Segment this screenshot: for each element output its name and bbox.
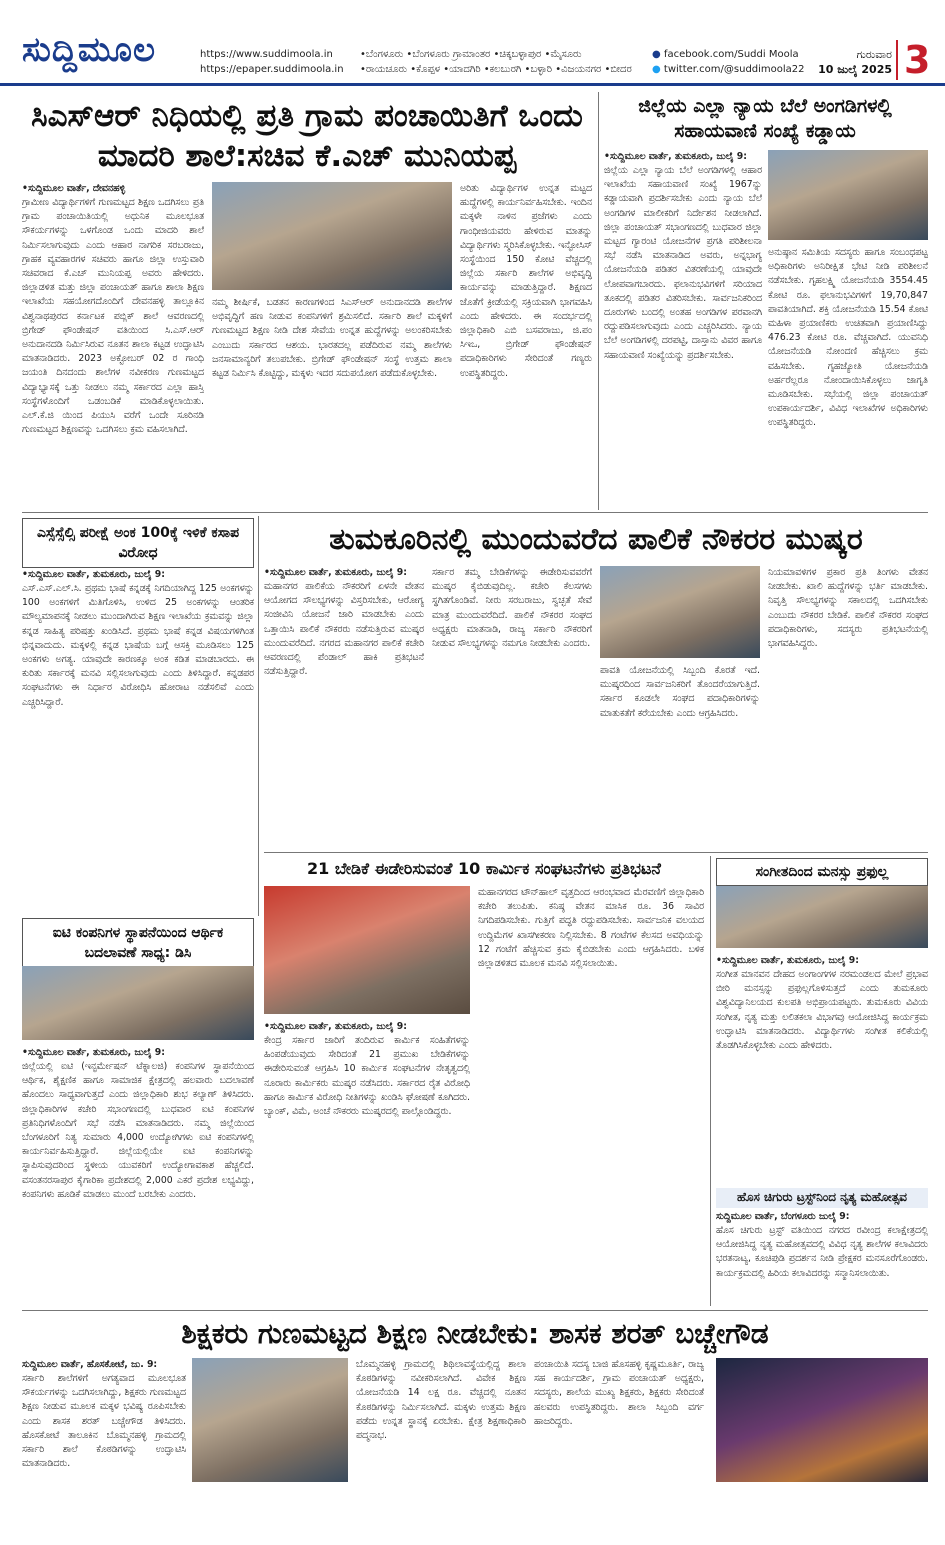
article-9-col2: ಬೊಮ್ಮನಹಳ್ಳಿ ಗ್ರಾಮದಲ್ಲಿ ಶಿಥಿಲಾವಸ್ಥೆಯಲ್ಲಿದ್ದ ಶಾಲಾ ಕೊಠಡಿಗಳನ್ನು ನವೀಕರಿಸಲಾಗಿದೆ. ವಿವೇಕ ಶಿಕ್ಷಣ ಯೋಜನೆಯಡಿ 14 ಲಕ್ಷ ರೂ. ವೆಚ್ಚದಲ್ಲಿ ನೂತನ ಕೊಠಡಿಗಳನ್ನು ನಿರ್ಮಿಸಲಾಗಿದೆ. ಮಕ್ಕಳು ಉತ್ತಮ ಶಿಕ್ಷಣ ಪಡೆದು ಉನ್ನತ ಸ್ಥಾನಕ್ಕೆ ಏರಬೇಕು. ಕ್ಷೇತ್ರ ಶಿಕ್ಷಣಾಧಿಕಾರಿ ಪದ್ಮನಾಭ. xyxy=(356,1359,526,1442)
twitter-icon: ● xyxy=(652,64,661,75)
article-4-dateline: •ಸುದ್ದಿಮೂಲ ವಾರ್ತೆ, ತುಮಕೂರು, ಜುಲೈ 9: xyxy=(264,567,407,578)
article-5-headline: 21 ಬೇಡಿಕೆ ಈಡೇರಿಸುವಂತೆ 10 ಕಾರ್ಮಿಕ ಸಂಘಟನೆಗಳು ಪ್ರತಿಭಟನೆ xyxy=(307,859,661,878)
article-5-photo xyxy=(264,886,470,1014)
day-label: ಗುರುವಾರ xyxy=(856,48,892,61)
article-9-headline: ಶಿಕ್ಷಕರು ಗುಣಮಟ್ಟದ ಶಿಕ್ಷಣ ನೀಡಬೇಕು: ಶಾಸಕ ಶರತ್ ಬಚ್ಚೇಗೌಡ xyxy=(181,1317,769,1350)
article-3-headline: ಎಸ್ಸೆಸ್ಸೆಲ್ಸಿ ಪರೀಕ್ಷೆ ಅಂಕ 100ಕ್ಕೆ ಇಳಿಕೆ ಕಸಾಪ ವಿರೋಧ xyxy=(22,518,254,568)
twitter-text: twitter.com/@suddimoola22 xyxy=(663,64,805,75)
article-1-photo xyxy=(212,182,452,290)
article-7-headline: ಹೊಸ ಚಿಗುರು ಟ್ರಸ್ಟ್‌ನಿಂದ ನೃತ್ಯ ಮಹೋತ್ಸವ xyxy=(716,1188,928,1208)
article-8-photo xyxy=(22,966,254,1040)
article-1-col3: ಅರಿತು ವಿದ್ಯಾರ್ಥಿಗಳ ಉನ್ನತ ಮಟ್ಟದ ಹುದ್ದೆಗಳಲ್ಲಿ ಕಾರ್ಯನಿರ್ವಹಿಸಬೇಕು. ಇಂದಿನ ಮಕ್ಕಳೇ ನಾಳಿನ ಪ್ರಜೆಗಳು ಎಂದು ಗಾಂಧೀಜಿಯವರು ಹೇಳಿರುವ ಮಾತನ್ನು ವಿದ್ಯಾರ್ಥಿಗಳು ಸ್ಮರಿಸಿಕೊಳ್ಳಬೇಕು. ಇನ್ಫೋಸಿಸ್ ಸಂಸ್ಥೆಯಿಂದ 150 ಕೋಟಿ ವೆಚ್ಚದಲ್ಲಿ ಜಿಲ್ಲೆಯ ಸರ್ಕಾರಿ ಶಾಲೆಗಳ ಅಭಿವೃದ್ಧಿ ಕಾರ್ಯವನ್ನು ಮಾಡುತ್ತಿದ್ದಾರೆ. ಶಿಕ್ಷಣದ ಜೊತೆಗೆ ಕ್ರೀಡೆಯಲ್ಲಿ ಸಕ್ರಿಯವಾಗಿ ಭಾಗವಹಿಸಿ ಎಂದು ಹೇಳಿದರು. ಈ ಸಂದರ್ಭದಲ್ಲಿ ಜಿಲ್ಲಾಧಿಕಾರಿ ಎಬಿ ಬಸವರಾಜು, ಜಿ.ಪಂ ಸಿಇಒ, ಬ್ರಿಗೇಡ್ ಫೌಂಡೇಷನ್ ಪದಾಧಿಕಾರಿಗಳು ಸೇರಿದಂತೆ ಗಣ್ಯರು ಉಪಸ್ಥಿತರಿದ್ದರು. xyxy=(460,183,592,379)
facebook-link[interactable] xyxy=(652,47,805,62)
article-1-dateline: •ಸುದ್ದಿಮೂಲ ವಾರ್ತೆ, ದೇವನಹಳ್ಳಿ xyxy=(22,183,126,194)
article-4-col2: ಸರ್ಕಾರ ತಮ್ಮ ಬೇಡಿಕೆಗಳನ್ನು ಈಡೇರಿಸುವವರೆಗೆ ಮುಷ್ಕರ ಕೈಬಿಡುವುದಿಲ್ಲ. ಕಚೇರಿ ಕೆಲಸಗಳು ಸ್ಥಗಿತಗೊಂಡಿವೆ. ನೀರು ಸರಬರಾಜು, ಸ್ವಚ್ಛತೆ ಸೇವೆ ಮಾತ್ರ ಮುಂದುವರೆದಿದೆ. ಪಾಲಿಕೆ ನೌಕರರ ಸಂಘದ ಅಧ್ಯಕ್ಷರು ಮಾತನಾಡಿ, ರಾಜ್ಯ ಸರ್ಕಾರಿ ನೌಕರರಿಗೆ ನೀಡುವ ಸೌಲಭ್ಯಗಳನ್ನು ನಮಗೂ ನೀಡಬೇಕು ಎಂದರು. xyxy=(432,567,592,650)
article-2-col1: ಜಿಲ್ಲೆಯ ಎಲ್ಲಾ ನ್ಯಾಯ ಬೆಲೆ ಅಂಗಡಿಗಳಲ್ಲಿ ಆಹಾರ ಇಲಾಖೆಯ ಸಹಾಯವಾಣಿ ಸಂಖ್ಯೆ 1967ನ್ನು ಕಡ್ಡಾಯವಾಗಿ ಪ್ರದರ್ಶಿಸಬೇಕು ಎಂದು ನ್ಯಾಯ ಬೆಲೆ ಅಂಗಡಿಗಳ ಮಾಲೀಕರಿಗೆ ನಿರ್ದೇಶನ ನೀಡಲಾಗಿದೆ. ಜಿಲ್ಲಾ ಪಂಚಾಯತ್ ಸಭಾಂಗಣದಲ್ಲಿ ಬುಧವಾರ ಜಿಲ್ಲಾ ಮಟ್ಟದ ಗ್ಯಾರಂಟಿ ಯೋಜನೆಗಳ ಪ್ರಗತಿ ಪರಿಶೀಲನಾ ಸಭೆ ನಡೆಸಿ ಮಾತನಾಡಿದ ಅವರು, ಅನ್ನಭಾಗ್ಯ ಯೋಜನೆಯಡಿ ಪಡಿತರ ವಿತರಣೆಯಲ್ಲಿ ಯಾವುದೇ ಲೋಪವಾಗಬಾರದು. ಫಲಾನುಭವಿಗಳಿಗೆ ಸರಿಯಾದ ತೂಕದಲ್ಲಿ ಪಡಿತರ ವಿತರಿಸಬೇಕು. ಸಾರ್ವಜನಿಕರಿಂದ ದೂರುಗಳು ಬಂದಲ್ಲಿ ಅಂತಹ ಅಂಗಡಿಗಳ ಪರವಾನಗಿ ರದ್ದುಪಡಿಸಲಾಗುವುದು ಎಂದು ಎಚ್ಚರಿಸಿದರು. ನ್ಯಾಯ ಬೆಲೆ ಅಂಗಡಿಗಳಲ್ಲಿ ದರಪಟ್ಟಿ, ದಾಸ್ತಾನು ವಿವರ ಹಾಗೂ ಸಹಾಯವಾಣಿ ಸಂಖ್ಯೆಯನ್ನು ಪ್ರದರ್ಶಿಸಬೇಕು. xyxy=(604,165,762,361)
article-8-text: ಜಿಲ್ಲೆಯಲ್ಲಿ ಐಟಿ (ಇನ್ಫರ್ಮೇಷನ್ ಟೆಕ್ನಾಲಜಿ) ಕಂಪನಿಗಳ ಸ್ಥಾಪನೆಯಿಂದ ಆರ್ಥಿಕ, ಶೈಕ್ಷಣಿಕ ಹಾಗೂ ಸಾಮಾಜಿಕ ಕ್ಷೇತ್ರದಲ್ಲಿ ಹಲವಾರು ಬದಲಾವಣೆ ಹೊಂದಲು ಸಾಧ್ಯವಾಗುತ್ತದೆ ಎಂದು ಜಿಲ್ಲಾಧಿಕಾರಿ ಶುಭ ಕಲ್ಯಾಣ್ ತಿಳಿಸಿದರು. ಜಿಲ್ಲಾಧಿಕಾರಿಗಳ ಕಚೇರಿ ಸಭಾಂಗಣದಲ್ಲಿ ಬುಧವಾರ ಐಟಿ ಕಂಪನಿಗಳ ಪ್ರತಿನಿಧಿಗಳೊಂದಿಗೆ ಸಭೆ ನಡೆಸಿ ಮಾತನಾಡಿದರು. ನಮ್ಮ ಜಿಲ್ಲೆಯಿಂದ ಬೆಂಗಳೂರಿಗೆ ನಿತ್ಯ ಸುಮಾರು 4,000 ಉದ್ಯೋಗಿಗಳು ಐಟಿ ಕಂಪನಿಗಳಲ್ಲಿ ಕಾರ್ಯನಿರ್ವಹಿಸುತ್ತಿದ್ದಾರೆ. ಜಿಲ್ಲೆಯಲ್ಲಿಯೇ ಐಟಿ ಕಂಪನಿಗಳನ್ನು ಸ್ಥಾಪಿಸುವುದರಿಂದ ಸ್ಥಳೀಯ ಯುವಕರಿಗೆ ಉದ್ಯೋಗಾವಕಾಶ ಹೆಚ್ಚಲಿದೆ. ವಸಂತನರಸಾಪುರ ಕೈಗಾರಿಕಾ ಪ್ರದೇಶದಲ್ಲಿ 2,000 ಎಕರೆ ಪ್ರದೇಶ ಲಭ್ಯವಿದ್ದು, ಕಂಪನಿಗಳು ಹೂಡಿಕೆ ಮಾಡಲು ಮುಂದೆ ಬರಬೇಕು ಎಂದರು. xyxy=(22,1061,254,1200)
facebook-text: facebook.com/Suddi Moola xyxy=(663,49,799,60)
article-1-headline: ಸಿಎಸ್‌ಆರ್ ನಿಧಿಯಲ್ಲಿ ಪ್ರತಿ ಗ್ರಾಮ ಪಂಚಾಯಿತಿಗೆ ಒಂದು ಮಾದರಿ ಶಾಲೆ:ಸಚಿವ ಕೆ.ಎಚ್ ಮುನಿಯಪ್ಪ xyxy=(31,98,583,174)
facebook-icon: ● xyxy=(652,49,661,60)
cities-line-1: •ಬೆಂಗಳೂರು •ಬೆಂಗಳೂರು ಗ್ರಾಮಾಂತರ •ಚಿಕ್ಕಬಳ್ಳಾಪುರ •ಮೈಸೂರು xyxy=(360,49,582,60)
article-5-col2: ಮಹಾನಗರದ ಟೌನ್‌ಹಾಲ್ ವೃತ್ತದಿಂದ ಆರಂಭವಾದ ಮೆರವಣಿಗೆ ಜಿಲ್ಲಾಧಿಕಾರಿ ಕಚೇರಿ ತಲುಪಿತು. ಕನಿಷ್ಠ ವೇತನ ಮಾಸಿಕ ರೂ. 36 ಸಾವಿರ ನಿಗದಿಪಡಿಸಬೇಕು. ಗುತ್ತಿಗೆ ಪದ್ಧತಿ ರದ್ದುಪಡಿಸಬೇಕು. ಸಾರ್ವಜನಿಕ ವಲಯದ ಉದ್ದಿಮೆಗಳ ಖಾಸಗೀಕರಣ ನಿಲ್ಲಿಸಬೇಕು. 8 ಗಂಟೆಗಳ ಕೆಲಸದ ಅವಧಿಯನ್ನು 12 ಗಂಟೆಗೆ ಹೆಚ್ಚಿಸುವ ಕ್ರಮ ಕೈಬಿಡಬೇಕು ಎಂದು ಆಗ್ರಹಿಸಿದರು. ಬಳಿಕ ಜಿಲ್ಲಾಡಳಿತದ ಮೂಲಕ ಮನವಿ ಸಲ್ಲಿಸಲಾಯಿತು. xyxy=(478,887,704,970)
article-4-col3: ಪಾವತಿ ಯೋಜನೆಯಲ್ಲಿ ಸಿಬ್ಬಂದಿ ಕೊರತೆ ಇದೆ. ಮುಷ್ಕರದಿಂದ ಸಾರ್ವಜನಿಕರಿಗೆ ತೊಂದರೆಯಾಗುತ್ತಿದೆ. ಸರ್ಕಾರ ಕೂಡಲೇ ಸಂಘದ ಪದಾಧಿಕಾರಿಗಳನ್ನು ಮಾತುಕತೆಗೆ ಕರೆಯಬೇಕು ಎಂದು ಆಗ್ರಹಿಸಿದರು. xyxy=(600,665,760,719)
article-5-col1: ಕೇಂದ್ರ ಸರ್ಕಾರ ಜಾರಿಗೆ ತಂದಿರುವ ಕಾರ್ಮಿಕ ಸಂಹಿತೆಗಳನ್ನು ಹಿಂಪಡೆಯುವುದು ಸೇರಿದಂತೆ 21 ಪ್ರಮುಖ ಬೇಡಿಕೆಗಳನ್ನು ಈಡೇರಿಸುವಂತೆ ಆಗ್ರಹಿಸಿ 10 ಕಾರ್ಮಿಕ ಸಂಘಟನೆಗಳ ನೇತೃತ್ವದಲ್ಲಿ ನೂರಾರು ಕಾರ್ಮಿಕರು ಮುಷ್ಕರ ನಡೆಸಿದರು. ಸರ್ಕಾರದ ರೈತ ವಿರೋಧಿ ಹಾಗೂ ಕಾರ್ಮಿಕ ವಿರೋಧಿ ನೀತಿಗಳನ್ನು ಖಂಡಿಸಿ ಘೋಷಣೆ ಕೂಗಿದರು. ಬ್ಯಾಂಕ್, ವಿಮೆ, ಅಂಚೆ ನೌಕರರು ಮುಷ್ಕರದಲ್ಲಿ ಪಾಲ್ಗೊಂಡಿದ್ದರು. xyxy=(264,1035,470,1118)
issue-date xyxy=(812,47,892,77)
website-links xyxy=(200,47,344,77)
article-3-text: ಎಸ್.ಎಸ್.ಎಲ್.ಸಿ. ಪ್ರಥಮ ಭಾಷೆ ಕನ್ನಡಕ್ಕೆ ನಿಗದಿಯಾಗಿದ್ದ 125 ಅಂಕಗಳನ್ನು 100 ಅಂಕಗಳಿಗೆ ಮಿತಿಗೊಳಿಸಿ, ಉಳಿದ 25 ಅಂಕಗಳನ್ನು ಆಂತರಿಕ ಮೌಲ್ಯಮಾಪನಕ್ಕೆ ನೀಡಲು ಮುಂದಾಗಿರುವ ಶಿಕ್ಷಣ ಇಲಾಖೆಯ ಕ್ರಮವನ್ನು ಜಿಲ್ಲಾ ಕನ್ನಡ ಸಾಹಿತ್ಯ ಪರಿಷತ್ತು ಖಂಡಿಸಿದೆ. ಪ್ರಥಮ ಭಾಷೆ ಕನ್ನಡ ವಿಷಯಗಳಿಗಿಂತ ಭಿನ್ನವಾದುದು. ಮಕ್ಕಳಲ್ಲಿ ಕನ್ನಡ ಭಾಷೆಯ ಬಗ್ಗೆ ಆಸಕ್ತಿ ಮೂಡಿಸಲು 125 ಅಂಕಗಳು ಅಗತ್ಯ. ಯಾವುದೇ ಕಾರಣಕ್ಕೂ ಅಂಕ ಕಡಿತ ಮಾಡಬಾರದು. ಈ ಕುರಿತು ಸರ್ಕಾರಕ್ಕೆ ಮನವಿ ಸಲ್ಲಿಸಲಾಗುವುದು ಎಂದು ತಿಳಿಸಿದ್ದಾರೆ. ಕನ್ನಡಪರ ಸಂಘಟನೆಗಳು ಈ ನಿರ್ಧಾರ ವಿರೋಧಿಸಿ ಹೋರಾಟ ನಡೆಸಲಿವೆ ಎಂದು ಎಚ್ಚರಿಸಿದ್ದಾರೆ. xyxy=(22,583,254,708)
twitter-link[interactable] xyxy=(652,62,805,77)
article-2-photo xyxy=(768,150,928,240)
newspaper-logo: ಸುದ್ದಿಮೂಲ xyxy=(22,30,156,70)
article-8-dateline: •ಸುದ್ದಿಮೂಲ ವಾರ್ತೆ, ತುಮಕೂರು, ಜುಲೈ 9: xyxy=(22,1047,165,1058)
article-4-headline: ತುಮಕೂರಿನಲ್ಲಿ ಮುಂದುವರೆದ ಪಾಲಿಕೆ ನೌಕರರ ಮುಷ್ಕರ xyxy=(329,522,863,557)
website-link[interactable]: https://www.suddimoola.in xyxy=(200,49,333,60)
article-7-dateline: ಸುದ್ದಿಮೂಲ ವಾರ್ತೆ, ಬೆಂಗಳೂರು ಜುಲೈ 9: xyxy=(716,1211,850,1222)
date-label: 10 ಜುಲೈ 2025 xyxy=(818,63,892,76)
social-links xyxy=(652,47,805,77)
article-7-text: ಹೊಸ ಚಿಗುರು ಟ್ರಸ್ಟ್ ವತಿಯಿಂದ ನಗರದ ರವೀಂದ್ರ ಕಲಾಕ್ಷೇತ್ರದಲ್ಲಿ ಆಯೋಜಿಸಿದ್ದ ನೃತ್ಯ ಮಹೋತ್ಸವದಲ್ಲಿ ವಿವಿಧ ನೃತ್ಯ ಶಾಲೆಗಳ ಕಲಾವಿದರು ಭರತನಾಟ್ಯ, ಕೂಚಿಪುಡಿ ಪ್ರದರ್ಶನ ನೀಡಿ ಪ್ರೇಕ್ಷಕರ ಮನಸೂರೆಗೊಂಡರು. ಕಾರ್ಯಕ್ರಮದಲ್ಲಿ ಹಿರಿಯ ಕಲಾವಿದರನ್ನು ಸನ್ಮಾನಿಸಲಾಯಿತು. xyxy=(716,1225,928,1279)
article-4-col4: ನಿಯಮಾವಳಿಗಳ ಪ್ರಕಾರ ಪ್ರತಿ ತಿಂಗಳು ವೇತನ ನೀಡಬೇಕು. ಖಾಲಿ ಹುದ್ದೆಗಳನ್ನು ಭರ್ತಿ ಮಾಡಬೇಕು. ನಿವೃತ್ತಿ ಸೌಲಭ್ಯಗಳನ್ನು ಸಕಾಲದಲ್ಲಿ ಒದಗಿಸಬೇಕು ಎಂಬುದು ನೌಕರರ ಬೇಡಿಕೆ. ಪಾಲಿಕೆ ನೌಕರರ ಸಂಘದ ಪದಾಧಿಕಾರಿಗಳು, ಸದಸ್ಯರು ಪ್ರತಿಭಟನೆಯಲ್ಲಿ ಭಾಗವಹಿಸಿದ್ದರು. xyxy=(768,567,928,650)
article-6-text: ಸಂಗೀತ ಮಾನವನ ದೇಹದ ಅಂಗಾಂಗಗಳ ನರಮಂಡಲದ ಮೇಲೆ ಪ್ರಭಾವ ಬೀರಿ ಮನಸ್ಸನ್ನು ಪ್ರಫುಲ್ಲಗೊಳಿಸುತ್ತದೆ ಎಂದು ತುಮಕೂರು ವಿಶ್ವವಿದ್ಯಾನಿಲಯದ ಕುಲಪತಿ ಅಭಿಪ್ರಾಯಪಟ್ಟರು. ತುಮಕೂರು ವಿವಿಯ ಸಂಗೀತ, ನೃತ್ಯ ಮತ್ತು ಲಲಿತಕಲಾ ವಿಭಾಗವು ಆಯೋಜಿಸಿದ್ದ ಕಾರ್ಯಕ್ರಮ ಉದ್ಘಾಟಿಸಿ ಮಾತನಾಡಿದರು. ವಿದ್ಯಾರ್ಥಿಗಳು ಸಂಗೀತ ಕಲಿಕೆಯಲ್ಲಿ ತೊಡಗಿಸಿಕೊಳ್ಳಬೇಕು ಎಂದು ಹೇಳಿದರು. xyxy=(716,969,928,1052)
article-6-headline: ಸಂಗೀತದಿಂದ ಮನಸ್ಸು ಪ್ರಫುಲ್ಲ xyxy=(716,858,928,886)
article-4-photo xyxy=(600,566,760,658)
epaper-link[interactable]: https://epaper.suddimoola.in xyxy=(200,64,344,75)
article-9-photo xyxy=(192,1358,348,1482)
article-9-col3: ಪಂಚಾಯಿತಿ ಸದಸ್ಯ ಬಾಜಿ ಹೊಸಹಳ್ಳಿ ಕೃಷ್ಣಮೂರ್ತಿ, ರಾಜ್ಯ ಸಹ ಕಾರ್ಯದರ್ಶಿ, ಗ್ರಾಮ ಪಂಚಾಯತ್ ಅಧ್ಯಕ್ಷರು, ಸದಸ್ಯರು, ಶಾಲೆಯ ಮುಖ್ಯ ಶಿಕ್ಷಕರು, ಶಿಕ್ಷಕರು ಸೇರಿದಂತೆ ಹಲವರು ಉಪಸ್ಥಿತರಿದ್ದರು. ಶಾಲಾ ಸಿಬ್ಬಂದಿ ವರ್ಗ ಹಾಜರಿದ್ದರು. xyxy=(534,1359,704,1427)
article-9-col1: ಸರ್ಕಾರಿ ಶಾಲೆಗಳಿಗೆ ಅಗತ್ಯವಾದ ಮೂಲಭೂತ ಸೌಕರ್ಯಗಳನ್ನು ಒದಗಿಸಲಾಗಿದ್ದು, ಶಿಕ್ಷಕರು ಗುಣಮಟ್ಟದ ಶಿಕ್ಷಣ ನೀಡುವ ಮೂಲಕ ಮಕ್ಕಳ ಭವಿಷ್ಯ ರೂಪಿಸಬೇಕು ಎಂದು ಶಾಸಕ ಶರತ್ ಬಚ್ಚೇಗೌಡ ತಿಳಿಸಿದರು. ಹೊಸಕೋಟೆ ತಾಲೂಕಿನ ಬೊಮ್ಮನಹಳ್ಳಿ ಗ್ರಾಮದಲ್ಲಿ ಸರ್ಕಾರಿ ಶಾಲೆ ಕೊಠಡಿಗಳನ್ನು ಉದ್ಘಾಟಿಸಿ ಮಾತನಾಡಿದರು. xyxy=(22,1373,186,1470)
page-number: 3 xyxy=(896,40,930,80)
masthead xyxy=(0,0,945,86)
article-2-dateline: •ಸುದ್ದಿಮೂಲ ವಾರ್ತೆ, ತುಮಕೂರು, ಜುಲೈ 9: xyxy=(604,151,747,162)
article-6-dateline: •ಸುದ್ದಿಮೂಲ ವಾರ್ತೆ, ತುಮಕೂರು, ಜುಲೈ 9: xyxy=(716,955,859,966)
cities-line-2: •ರಾಯಚೂರು •ಕೊಪ್ಪಳ •ಯಾದಗಿರಿ •ಕಲಬುರಗಿ •ಬಳ್ಳಾರಿ •ವಿಜಯನಗರ •ಬೀದರ xyxy=(360,64,632,75)
article-4-col1: ಮಹಾನಗರ ಪಾಲಿಕೆಯ ನೌಕರರಿಗೆ ಏಳನೇ ವೇತನ ಆಯೋಗದ ಸೌಲಭ್ಯಗಳನ್ನು ವಿಸ್ತರಿಸಬೇಕು, ಆರೋಗ್ಯ ಸಂಜೀವಿನಿ ಯೋಜನೆ ಜಾರಿ ಮಾಡಬೇಕು ಎಂದು ಒತ್ತಾಯಿಸಿ ಪಾಲಿಕೆ ನೌಕರರು ನಡೆಸುತ್ತಿರುವ ಮುಷ್ಕರ ಮುಂದುವರೆದಿದೆ. ನಗರದ ಮಹಾನಗರ ಪಾಲಿಕೆ ಕಚೇರಿ ಆವರಣದಲ್ಲಿ ಪೆಂಡಾಲ್ ಹಾಕಿ ಪ್ರತಿಭಟನೆ ನಡೆಸುತ್ತಿದ್ದಾರೆ. xyxy=(264,581,424,678)
article-8-headline: ಐಟಿ ಕಂಪನಿಗಳ ಸ್ಥಾಪನೆಯಿಂದ ಆರ್ಥಿಕ ಬದಲಾವಣೆ ಸಾಧ್ಯ: ಡಿಸಿ xyxy=(22,918,254,968)
article-1-col1: ಗ್ರಾಮೀಣ ವಿದ್ಯಾರ್ಥಿಗಳಿಗೆ ಗುಣಮಟ್ಟದ ಶಿಕ್ಷಣ ಒದಗಿಸಲು ಪ್ರತಿ ಗ್ರಾಮ ಪಂಚಾಯಿತಿಯಲ್ಲಿ ಅಧುನಿಕ ಮೂಲಭೂತ ಸೌಕರ್ಯಗಳನ್ನು ಒಳಗೊಂಡ ಒಂದು ಮಾದರಿ ಶಾಲೆ ನಿರ್ಮಿಸಲಾಗುವುದು ಎಂದು ಆಹಾರ ನಾಗರಿಕ ಸರಬರಾಜು, ಗ್ರಾಹಕ ವ್ಯವಹಾರಗಳ ಸಚಿವರು ಹಾಗೂ ಜಿಲ್ಲಾ ಉಸ್ತುವಾರಿ ಸಚಿವರಾದ ಕೆ.ಎಚ್ ಮುನಿಯಪ್ಪ ಅವರು ಹೇಳಿದರು. ಜಿಲ್ಲಾಡಳಿತ ಮತ್ತು ಜಿಲ್ಲಾ ಪಂಚಾಯತ್ ಹಾಗೂ ಶಾಲಾ ಶಿಕ್ಷಣ ಇಲಾಖೆಯ ಸಹಯೋಗದೊಂದಿಗೆ ದೇವನಹಳ್ಳಿ ತಾಲ್ಲೂಕಿನ ವಿಶ್ವನಾಥಪುರದ ಕರ್ನಾಟಕ ಪಬ್ಲಿಕ್ ಶಾಲೆ ಆವರಣದಲ್ಲಿ ಬ್ರಿಗೇಡ್ ಫೌಂಡೇಷನ್ ವತಿಯಿಂದ ಸಿ.ಎಸ್.ಆರ್ ಅನುದಾನದಡಿ ನಿರ್ಮಿಸಿರುವ ನೂತನ ಶಾಲಾ ಕಟ್ಟಡ ಉದ್ಘಾಟಿಸಿ ಮಾತನಾಡಿದರು. 2023 ಅಕ್ಟೋಬರ್ 02 ರ ಗಾಂಧಿ ಜಯಂತಿ ದಿನದಂದು ಶಾಲೆಗಳ ನವೀಕರಣ ಗುಣಮಟ್ಟದ ವಿದ್ಯಾಭ್ಯಾಸಕ್ಕೆ ಒತ್ತು ನೀಡಲು ನಮ್ಮ ಸರ್ಕಾರದ ಎಲ್ಲಾ ಹಾಸ್ತಿ ಸಂಸ್ಥೆಗಳೊಂದಿಗೆ ಒಡಂಬಡಿಕೆ ಮಾಡಿಕೊಳ್ಳಲಾಯಿತು. ಎಲ್.ಕೆ.ಜಿ ಯಿಂದ ಪಿಯುಸಿ ವರೆಗೆ ಒಂದೇ ಸೂರಿನಡಿ ಗುಣಮಟ್ಟದ ಶಿಕ್ಷಣವನ್ನು ಒದಗಿಸಲು ಕ್ರಮ ವಹಿಸಲಾಗಿದೆ. xyxy=(22,197,204,436)
article-3-dateline: •ಸುದ್ದಿಮೂಲ ವಾರ್ತೆ, ತುಮಕೂರು, ಜುಲೈ 9: xyxy=(22,569,165,580)
article-9-dateline: ಸುದ್ದಿಮೂಲ ವಾರ್ತೆ, ಹೊಸಕೋಟೆ, ಜು. 9: xyxy=(22,1359,158,1370)
article-2-col2: ಅನುಷ್ಠಾನ ಸಮಿತಿಯ ಸದಸ್ಯರು ಹಾಗೂ ಸಂಬಂಧಪಟ್ಟ ಅಧಿಕಾರಿಗಳು ಅನಿರೀಕ್ಷಿತ ಭೇಟಿ ನೀಡಿ ಪರಿಶೀಲನೆ ನಡೆಸಬೇಕು. ಗೃಹಲಕ್ಷ್ಮಿ ಯೋಜನೆಯಡಿ 3554.45 ಕೋಟಿ ರೂ. ಫಲಾನುಭವಿಗಳಿಗೆ 19,70,847 ಪಾವತಿಯಾಗಿದೆ. ಶಕ್ತಿ ಯೋಜನೆಯಡಿ 15.54 ಕೋಟಿ ಮಹಿಳಾ ಪ್ರಯಾಣಿಕರು ಉಚಿತವಾಗಿ ಪ್ರಯಾಣಿಸಿದ್ದು 476.23 ಕೋಟಿ ರೂ. ವೆಚ್ಚವಾಗಿದೆ. ಯುವನಿಧಿ ಯೋಜನೆಯಡಿ ನೋಂದಣಿ ಹೆಚ್ಚಿಸಲು ಕ್ರಮ ವಹಿಸಬೇಕು. ಗೃಹಜ್ಯೋತಿ ಯೋಜನೆಯಡಿ ಅರ್ಹರೆಲ್ಲರೂ ನೋಂದಾಯಿಸಿಕೊಳ್ಳಲು ಜಾಗೃತಿ ಮೂಡಿಸಬೇಕು. ಸಭೆಯಲ್ಲಿ ಜಿಲ್ಲಾ ಪಂಚಾಯತ್ ಉಪಕಾರ್ಯದರ್ಶಿ, ವಿವಿಧ ಇಲಾಖೆಗಳ ಅಧಿಕಾರಿಗಳು ಉಪಸ್ಥಿತರಿದ್ದರು. xyxy=(768,247,928,429)
edition-cities xyxy=(360,47,640,77)
article-1-col2: ನಮ್ಮ ಶೀರ್ಷಿಕೆ, ಬಡತನ ಕಾರಣಗಳಿಂದ ಸಿಎಸ್‌ಆರ್ ಅನುದಾನದಡಿ ಶಾಲೆಗಳ ಅಭಿವೃದ್ಧಿಗೆ ಹಣ ನೀಡುವ ಕಂಪನಿಗಳಿಗೆ ಶ್ರಮಿಸಲಿದೆ. ಸರ್ಕಾರಿ ಶಾಲೆ ಮಕ್ಕಳಿಗೆ ಗುಣಮಟ್ಟದ ಶಿಕ್ಷಣ ನೀಡಿ ದೇಶ ಸೇವೆಯ ಉನ್ನತ ಹುದ್ದೆಗಳನ್ನು ಅಲಂಕರಿಸಬೇಕು ಎಂಬುದು ಸರ್ಕಾರದ ಆಶಯ. ಭಾರತದಲ್ಲ ಪಡೆದಿರುವ ನಮ್ಮ ಶಾಲೆಗಳು ಜನಸಾಮಾನ್ಯರಿಗೆ ತಲುಪಬೇಕು. ಬ್ರಿಗೇಡ್ ಫೌಂಡೇಷನ್ ಸಂಸ್ಥೆ ಉತ್ತಮ ಶಾಲಾ ಕಟ್ಟಡ ನಿರ್ಮಿಸಿ ಕೊಟ್ಟಿದ್ದು, ಮಕ್ಕಳು ಇದರ ಸದುಪಯೋಗ ಪಡೆದುಕೊಳ್ಳಬೇಕು. xyxy=(212,297,452,380)
article-5-dateline: •ಸುದ್ದಿಮೂಲ ವಾರ್ತೆ, ತುಮಕೂರು, ಜುಲೈ 9: xyxy=(264,1021,407,1032)
article-7-photo xyxy=(716,1358,928,1482)
article-6-photo xyxy=(716,886,928,948)
article-2-headline: ಜಿಲ್ಲೆಯ ಎಲ್ಲಾ ನ್ಯಾಯ ಬೆಲೆ ಅಂಗಡಿಗಳಲ್ಲಿ ಸಹಾಯವಾಣಿ ಸಂಖ್ಯೆ ಕಡ್ಡಾಯ xyxy=(638,95,892,142)
